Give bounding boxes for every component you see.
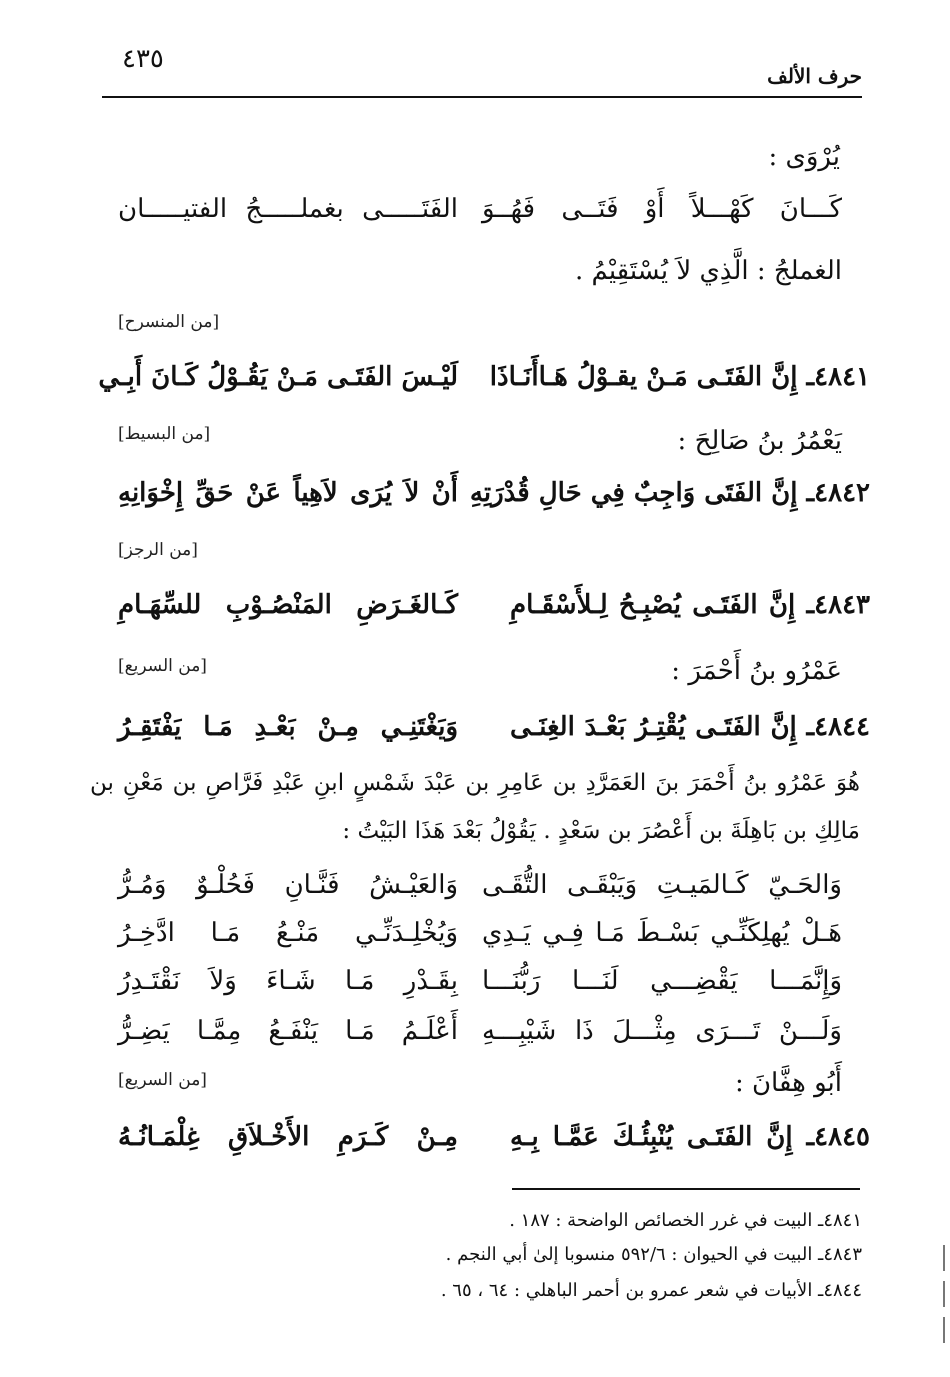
extra-verse-first-hemistich: وَالحَـيّ كَـالمَيـتِ وَيَبْقَـى التُّقَـى [482, 870, 842, 900]
bio-line-1: هُوَ عَمْرُو بنُ أَحْمَرَ بنَ العَمَرَّدِ بن عَامِرِ بن عَبْدَ شَمْسٍ ابنِ عَبْدِ فَرَّاصِ بن مَعْنِ بن [90, 770, 860, 796]
footnote: ٤٨٤٤ـ الأبيات في شعر عمرو بن أحمر الباهلي : ٦٤ ، ٦٥ . [440, 1280, 862, 1301]
verse-intro-first-hemistich: كَـــانَ كَهْـــلاً أَوْ فَتَــى فَهُــوَ [482, 194, 842, 224]
poet-name: عَمْرُو بنُ أَحْمَرَ : [671, 656, 842, 686]
page-number: ٤٣٥ [122, 44, 164, 74]
bio-line-2: مَالِكِ بن بَاهِلَةَ بن أَعْصُرَ بن سَعْدٍ . يَقُوْلُ بَعْدَ هَذَا البَيْتُ : [342, 818, 860, 844]
edge-mark [943, 1245, 945, 1271]
verse-4845-second-hemistich: مِـنْ كَـرَمِ الأَخْـلاَقِ غِلْمَـانُـهُ [118, 1122, 458, 1152]
edge-mark [943, 1281, 945, 1307]
meter-label: [من المنسرح] [118, 312, 220, 332]
verse-4845 [118, 1122, 870, 1172]
verse-4842-second-hemistich: أَنْ لاَ يُرَى لاَهِياً عَنْ حَقِّ إِخْوَانِهِ [118, 478, 458, 508]
meter-label: [من البسيط] [118, 424, 211, 444]
extra-verse [118, 918, 842, 968]
poet-name: أَبُو هِفَّانَ : [734, 1068, 842, 1098]
verse-4842-first-hemistich: ٤٨٤٢ـ إِنَّ الفَتَى وَاجِبٌ فِي حَالِ قُدْرَتِهِ [469, 478, 870, 508]
meter-label: [من الرجز] [118, 540, 198, 560]
verse-intro [118, 194, 842, 244]
verse-4841 [98, 362, 870, 412]
footnote-rule [512, 1188, 860, 1190]
extra-verse [118, 870, 842, 920]
chapter-title: حرف الألف [767, 64, 862, 88]
gloss-line: الغملجُ : الَّذِي لاَ يُسْتَقِيْمُ . [574, 256, 842, 286]
yurwa-label: يُرْوَى : [768, 142, 840, 172]
extra-verse-second-hemistich: بِقَـدْرِ مَـا شَـاءَ وَلاَ نَقْتَـدِرُ [118, 966, 458, 996]
extra-verse-second-hemistich: وَالعَيْـشُ فَنَّـانِ فَحُلْـوٌ وَمُـرُّ [118, 870, 458, 900]
verse-4841-first-hemistich: ٤٨٤١ـ إِنَّ الفَتَـى مَـنْ يقـوْلُ هَـاأَنَـاذَا [489, 362, 870, 392]
footnote: ٤٨٤٣ـ البيت في الحيوان : ٥٩٢/٦ منسوبا إلىٰ أبي النجم . [445, 1244, 862, 1265]
extra-verse [118, 1016, 842, 1066]
header-rule [102, 96, 862, 98]
extra-verse [118, 966, 842, 1016]
meter-label: [من السريع] [118, 1070, 207, 1090]
verse-intro-second-hemistich: الفَتَـــــى بغملـــــجُ الفتيـــــان [118, 194, 458, 224]
footnote: ٤٨٤١ـ البيت في غرر الخصائص الواضحة : ١٨٧ . [509, 1210, 862, 1231]
scan-edge-marks [942, 1245, 945, 1365]
edge-mark [943, 1317, 945, 1343]
verse-4842 [118, 478, 870, 528]
extra-verse-second-hemistich: أَعْلَـمُ مَـا يَنْفَـعُ مِمَّـا يَضِـرُّ [118, 1016, 458, 1046]
verse-4845-first-hemistich: ٤٨٤٥ـ إِنَّ الفَتَـى يُنْبِئُـكَ عَمَّـا بِـهِ [510, 1122, 870, 1152]
extra-verse-first-hemistich: وَإِنَّمَـــا يَقْضِـــي لَنَـــا رَبُّنَـــا [482, 966, 842, 996]
extra-verse-first-hemistich: هَـلْ يُهلِكَنِّـي بَسْـطَ مَـا فِـي يَـدِي [482, 918, 842, 948]
verse-4841-second-hemistich: لَيْـسَ الفَتَـى مَـنْ يَقُـوْلُ كَـانَ أَبِـي [98, 362, 458, 392]
verse-4844 [118, 712, 870, 762]
poet-name: يَعْمُرُ بنُ صَالِحَ : [677, 426, 842, 456]
verse-4844-second-hemistich: وَيَغْتَنِـي مِـنْ بَعْـدِ مَـا يَفْتَقِـرُ [118, 712, 458, 742]
verse-4843-first-hemistich: ٤٨٤٣ـ إِنَّ الفَتَـى يُصْبِـحُ لِـلأَسْقَـامِ [510, 590, 870, 620]
meter-label: [من السريع] [118, 656, 207, 676]
verse-4844-first-hemistich: ٤٨٤٤ـ إِنَّ الفَتَـى يُقْتِـرُ بَعْـدَ الغِنَـى [510, 712, 870, 742]
extra-verse-first-hemistich: وَلَـــنْ تَـــرَى مِثْـــلَ ذَا شَيْبِـــهِ [482, 1016, 842, 1046]
verse-4843 [118, 590, 870, 640]
verse-4843-second-hemistich: كَـالغَـرَضِ المَنْصُـوْبِ للسِّهَـامِ [118, 590, 458, 620]
extra-verse-second-hemistich: وَيُخْلِـدَنِّـي مَنْـعُ مَـا ادَّخِـرُ [118, 918, 458, 948]
